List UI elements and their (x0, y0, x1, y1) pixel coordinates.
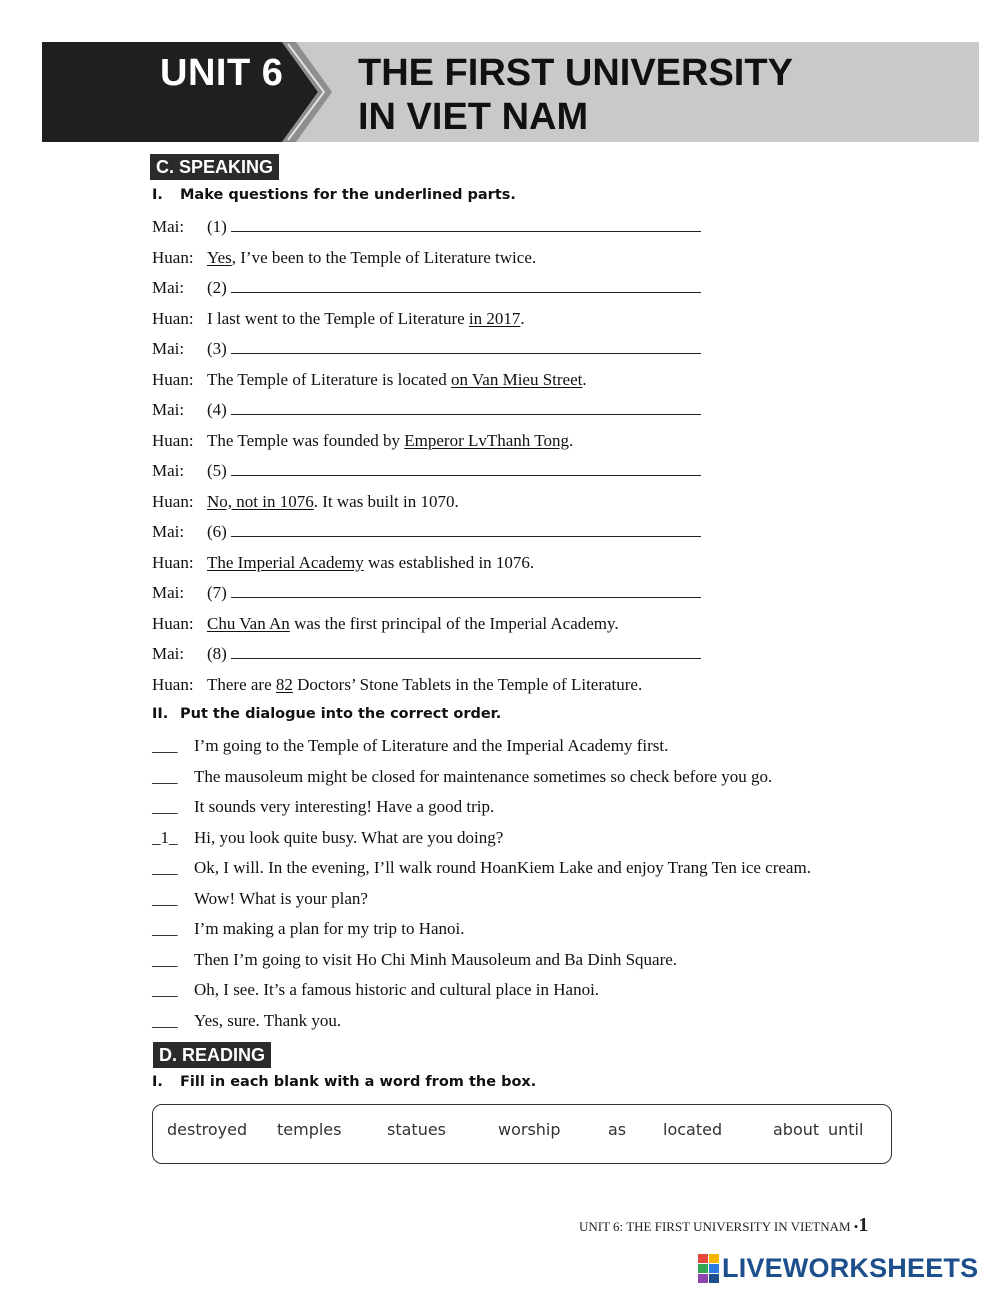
order-number-blank[interactable]: ___ (152, 1010, 178, 1030)
speaker-name: Huan: (152, 613, 194, 633)
word-box-item: destroyed (167, 1120, 248, 1139)
order-number-blank[interactable]: ___ (152, 766, 178, 786)
order-number-blank[interactable]: ___ (152, 949, 178, 969)
word-box-item: temples (277, 1120, 342, 1139)
order-item (152, 827, 503, 849)
order-item (152, 766, 772, 788)
word-box-item: located (663, 1120, 723, 1139)
answer-blank[interactable] (231, 461, 701, 476)
order-item (152, 796, 494, 818)
underlined-part: on Van Mieu Street (450, 369, 583, 389)
answer-text: Doctors’ Stone Tablets in the Temple of Literature. (292, 674, 643, 694)
page-number: 1 (858, 1214, 869, 1236)
answer-text: was established in 1076. (363, 552, 535, 572)
order-item (152, 1010, 341, 1032)
answer-text: was the first principal of the Imperial Academy. (289, 613, 619, 633)
answer-blank[interactable] (231, 278, 701, 293)
order-number-blank[interactable]: _1_ (152, 827, 178, 847)
order-item-text: Wow! What is your plan? (194, 888, 368, 908)
instruction-text: Put the dialogue into the correct order. (180, 706, 502, 722)
part-number: II. (152, 706, 169, 722)
order-number-blank[interactable]: ___ (152, 797, 178, 816)
order-item-text: Yes, sure. Thank you. (194, 1010, 342, 1030)
speaker-name: Huan: (152, 247, 194, 267)
answer-line (152, 430, 573, 452)
order-item-text: Then I’m going to visit Ho Chi Minh Mausoleum and Ba Dinh Square. (194, 949, 678, 969)
speaker-name: Mai: (152, 217, 185, 236)
question-number: (6) (207, 522, 227, 541)
answer-blank[interactable] (231, 522, 701, 537)
answer-line (152, 552, 534, 574)
order-item (152, 735, 668, 757)
answer-text: There are (207, 674, 276, 694)
answer-line (152, 369, 587, 391)
answer-line (152, 491, 459, 513)
speaker-name: Mai: (152, 583, 185, 602)
question-line (152, 338, 701, 360)
speaker-name: Huan: (152, 308, 194, 328)
part-number: I. (152, 187, 163, 203)
order-number-blank[interactable]: ___ (152, 888, 178, 908)
answer-text: . It was built in 1070. (313, 491, 459, 511)
footer-text: UNIT 6: THE FIRST UNIVERSITY IN VIETNAM • (579, 1219, 859, 1234)
question-number: (3) (207, 339, 227, 358)
section-label-speaking: C. SPEAKING (150, 154, 279, 180)
answer-text: The Temple was founded by (207, 430, 405, 450)
instruction-text: Make questions for the underlined parts. (180, 187, 516, 203)
unit-number: UNIT 6 (160, 52, 284, 94)
answer-text: I last went to the Temple of Literature (207, 308, 469, 328)
question-line (152, 521, 701, 543)
reading-part1-instruction (152, 1074, 536, 1090)
speaker-name: Mai: (152, 400, 185, 419)
answer-text: The Temple of Literature is located (207, 369, 451, 389)
answer-blank[interactable] (231, 400, 701, 415)
question-number: (5) (207, 461, 227, 480)
speaker-name: Huan: (152, 491, 194, 511)
speaker-name: Mai: (152, 522, 185, 541)
underlined-part: 82 (275, 674, 293, 694)
order-item-text: Ok, I will. In the evening, I’ll walk round HoanKiem Lake and enjoy Trang Ten ice cream. (194, 858, 811, 877)
answer-blank[interactable] (231, 583, 701, 598)
question-line (152, 277, 701, 299)
question-line (152, 216, 701, 238)
question-number: (2) (207, 278, 227, 297)
order-item-text: I’m going to the Temple of Literature and the Imperial Academy first. (194, 736, 669, 755)
order-item-text: The mausoleum might be closed for maintenance sometimes so check before you go. (194, 766, 773, 786)
question-line (152, 460, 701, 482)
order-item-text: Hi, you look quite busy. What are you doing? (194, 827, 504, 847)
speaking-part2-instruction (152, 706, 501, 722)
underlined-part: Yes (207, 247, 232, 267)
order-number-blank[interactable]: ___ (152, 919, 178, 938)
underlined-part: Chu Van An (207, 613, 290, 633)
speaker-name: Huan: (152, 369, 194, 389)
answer-text: . (568, 430, 574, 450)
order-item (152, 918, 465, 940)
question-line (152, 399, 701, 421)
order-item (152, 857, 811, 879)
speaking-part1-instruction (152, 187, 516, 203)
answer-blank[interactable] (231, 217, 701, 232)
part-number: I. (152, 1074, 163, 1090)
liveworksheets-logo-icon (698, 1254, 720, 1284)
question-number: (4) (207, 400, 227, 419)
answer-text: . (582, 369, 587, 389)
order-number-blank[interactable]: ___ (152, 980, 178, 999)
order-item-text: It sounds very interesting! Have a good trip. (194, 797, 495, 816)
question-line (152, 582, 701, 604)
speaker-name: Mai: (152, 339, 185, 358)
liveworksheets-brand: LIVEWORKSHEETS (722, 1253, 979, 1283)
question-line (152, 643, 701, 665)
underlined-part: Emperor LvThanh Tong (404, 430, 569, 450)
speaker-name: Mai: (152, 461, 185, 480)
order-item-text: I’m making a plan for my trip to Hanoi. (194, 919, 465, 938)
instruction-text: Fill in each blank with a word from the box. (180, 1074, 537, 1090)
word-box-item: as (608, 1120, 627, 1139)
answer-blank[interactable] (231, 339, 701, 354)
unit-title-line-1: THE FIRST UNIVERSITY (358, 52, 793, 94)
question-number: (8) (207, 644, 227, 663)
answer-line (152, 613, 619, 635)
word-box-item: until (828, 1120, 864, 1139)
answer-blank[interactable] (231, 644, 701, 659)
order-number-blank[interactable]: ___ (152, 858, 178, 877)
answer-line (152, 247, 536, 269)
question-number: (7) (207, 583, 227, 602)
answer-line (152, 674, 642, 696)
answer-line (152, 308, 525, 330)
order-item-text: Oh, I see. It’s a famous historic and cultural place in Hanoi. (194, 980, 600, 999)
page-footer (579, 1214, 868, 1237)
speaker-name: Huan: (152, 674, 194, 694)
speaker-name: Mai: (152, 278, 185, 297)
order-number-blank[interactable]: ___ (152, 736, 178, 755)
order-item (152, 949, 677, 971)
section-label-reading: D. READING (153, 1042, 271, 1068)
underlined-part: The Imperial Academy (207, 552, 364, 572)
underlined-part: No, not in 1076 (207, 491, 314, 511)
speaker-name: Huan: (152, 430, 194, 450)
question-number: (1) (207, 217, 227, 236)
order-item (152, 979, 599, 1001)
word-box-item: worship (498, 1120, 561, 1139)
order-item (152, 888, 368, 910)
underlined-part: in 2017 (468, 308, 521, 328)
speaker-name: Huan: (152, 552, 194, 572)
word-box-item: statues (387, 1120, 447, 1139)
speaker-name: Mai: (152, 644, 185, 663)
unit-title-line-2: IN VIET NAM (358, 96, 589, 138)
answer-text: , I’ve been to the Temple of Literature twice. (231, 247, 537, 267)
word-box-item: about (773, 1120, 820, 1139)
answer-text: . (520, 308, 525, 328)
